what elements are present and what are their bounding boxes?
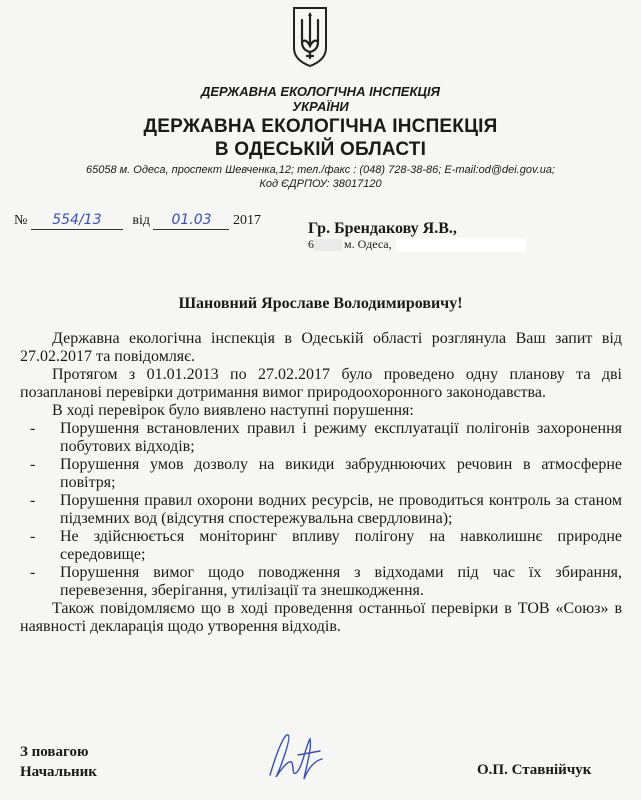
reference-line (14, 212, 261, 230)
violation-item: - Порушення встановлених правил і режиму експлуатації полігонів захоронення побутових відходів; (20, 420, 622, 456)
address-prefix: 6 (308, 237, 314, 251)
ministry-line-2: УКРАЇНИ (292, 99, 349, 114)
recipient-address (308, 237, 526, 252)
handwritten-signature (262, 725, 334, 785)
body-paragraph-2: Протягом з 01.01.2013 по 27.02.2017 було проведено одну планову та дві позапланові перевірки дотримання вимог природоохоронного законодавства. (20, 366, 622, 401)
body-paragraph-3: В ході перевірок було виявлено наступні порушення: (52, 402, 414, 419)
closing-block (20, 742, 97, 782)
salutation: Шановний Ярославе Володимировичу! (178, 295, 463, 312)
number-label: № (14, 213, 28, 228)
date-label: від (132, 213, 150, 228)
violation-item: - Порушення правил охорони водних ресурсів, не проводиться контроль за станом підземних вод (відсутня спостережувальна свердловина); (20, 492, 622, 528)
org-edrpou-code: Код ЄДРПОУ: 38017120 (259, 178, 382, 190)
org-title-line-1: ДЕРЖАВНА ЕКОЛОГІЧНА ІНСПЕКЦІЯ (143, 116, 498, 137)
address-city: м. Одеса, (344, 237, 392, 251)
ministry-line-1: ДЕРЖАВНА ЕКОЛОГІЧНА ІНСПЕКЦІЯ (200, 84, 441, 99)
signer-position: Начальник (20, 764, 97, 780)
outgoing-number: 554/13 (52, 212, 102, 228)
violations-list (20, 420, 622, 600)
outgoing-year: 2017 (232, 213, 261, 228)
letter-body (20, 330, 622, 636)
redacted-postcode (314, 239, 342, 251)
body-paragraph-1: Державна екологічна інспекція в Одеській області розглянула Ваш запит від 27.02.2017 та повідомляє. (20, 330, 622, 365)
violation-item: - Не здійснюється моніторинг впливу полігону на навколишнє природне середовище; (20, 528, 622, 564)
signatory-name: О.П. Ставнійчук (477, 762, 592, 778)
outgoing-date: 01.03 (171, 212, 212, 228)
regards-text: З повагою (20, 744, 89, 760)
trident-emblem-icon (290, 6, 330, 68)
body-paragraph-4: Також повідомляємо що в ході проведення останньої перевірки в ТОВ «Союз» в наявності декларація щодо утворення відходів. (20, 600, 622, 635)
redacted-address (396, 238, 526, 252)
org-address: 65058 м. Одеса, проспект Шевченка,12; тел./факс : (048) 728-38-86; E-mail:od@dei.gov.ua; (85, 164, 555, 176)
violation-item: - Порушення вимог щодо поводження з відходами під час їх збирання, перевезення, зберігання, утилізації та знешкодження. (20, 564, 622, 600)
org-title-line-2: В ОДЕСЬКІЙ ОБЛАСТІ (214, 139, 427, 160)
recipient-name: Гр. Брендакову Я.В., (308, 220, 457, 237)
violation-item: - Порушення умов дозволу на викиди забруднюючих речовин в атмосферне повітря; (20, 456, 622, 492)
